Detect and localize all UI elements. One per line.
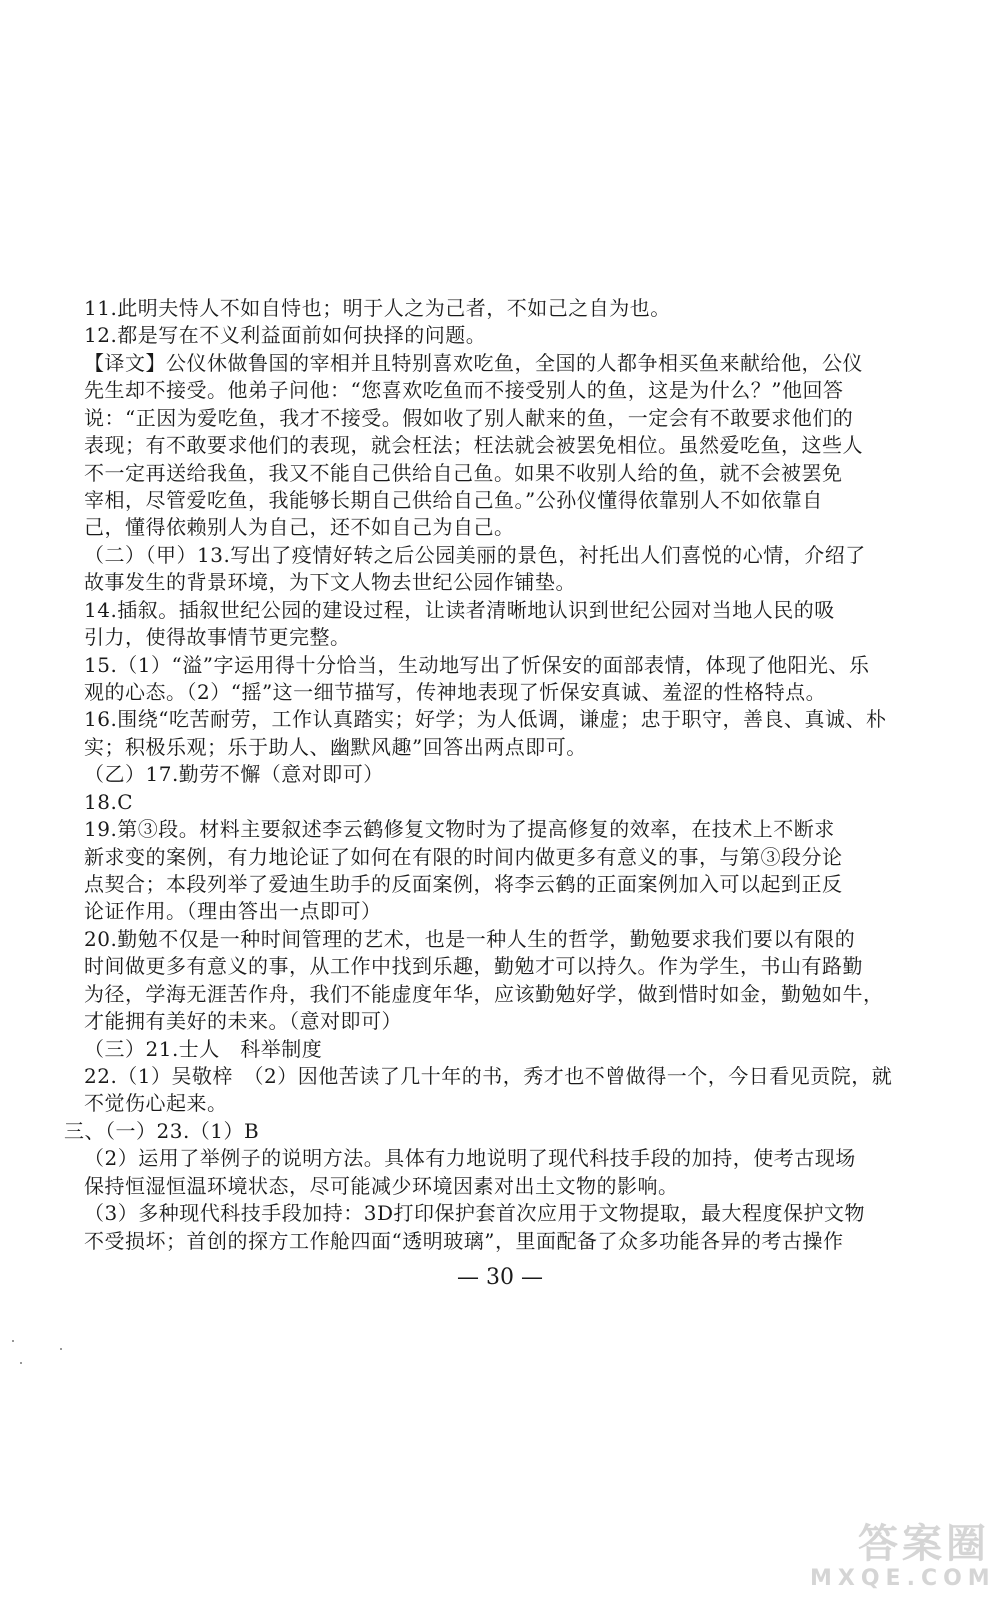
- answer-line: 不一定再送给我鱼，我又不能自己供给自己鱼。如果不收别人给的鱼，就不会被罢免: [84, 462, 843, 484]
- answer-line: 说：“正因为爱吃鱼，我才不接受。假如收了别人献来的鱼，一定会有不敢要求他们的: [84, 407, 854, 429]
- site-watermark: [810, 1521, 996, 1592]
- answer-line: 观的心态。（2）“摇”这一细节描写，传神地表现了忻保安真诚、羞涩的性格特点。: [84, 681, 827, 703]
- answer-line: （三）21.士人 科举制度: [84, 1038, 323, 1060]
- answer-line: 12.都是写在不义利益面前如何抉择的问题。: [84, 324, 487, 346]
- answer-line: 为径，学海无涯苦作舟，我们不能虚度年华，应该勤勉好学，做到惜时如金，勤勉如牛，: [84, 983, 884, 1005]
- answer-line: 19.第③段。材料主要叙述李云鹤修复文物时为了提高修复的效率，在技术上不断求: [84, 818, 835, 840]
- answer-line: 先生却不接受。他弟子问他：“您喜欢吃鱼而不接受别人的鱼，这是为什么？”他回答: [84, 379, 844, 401]
- answer-line: （3）多种现代科技手段加持：3D打印保护套首次应用于文物提取，最大程度保护文物: [84, 1202, 865, 1224]
- answer-line: 新求变的案例，有力地论证了如何在有限的时间内做更多有意义的事，与第③段分论: [84, 846, 843, 868]
- answer-line: （二）（甲）13.写出了疫情好转之后公园美丽的景色，衬托出人们喜悦的心情，介绍了: [84, 544, 866, 566]
- answer-line: 14.插叙。插叙世纪公园的建设过程，让读者清晰地认识到世纪公园对当地人民的吸: [84, 599, 835, 621]
- section-heading-line: 三、（一）23.（1）B: [64, 1120, 260, 1142]
- watermark-domain-text: MXQE.COM: [810, 1566, 996, 1591]
- answer-line: 【译文】公仪休做鲁国的宰相并且特别喜欢吃鱼，全国的人都争相买鱼来献给他，公仪: [84, 352, 863, 374]
- answer-line: （乙）17.勤劳不懈（意对即可）: [84, 763, 384, 785]
- answer-line: 22.（1）吴敬梓 （2）因他苦读了几十年的书，秀才也不曾做得一个，今日看见贡院，就: [84, 1065, 893, 1087]
- answer-line: 宰相，尽管爱吃鱼，我能够长期自己供给自己鱼。”公孙仪懂得依靠别人不如依靠自: [84, 489, 823, 511]
- answer-line: 不受损坏；首创的探方工作舱四面“透明玻璃”，里面配备了众多功能各异的考古操作: [84, 1230, 844, 1252]
- answer-line: 20.勤勉不仅是一种时间管理的艺术，也是一种人生的哲学，勤勉要求我们要以有限的: [84, 928, 856, 950]
- answer-line: 表现；有不敢要求他们的表现，就会枉法；枉法就会被罢免相位。虽然爱吃鱼，这些人: [84, 434, 863, 456]
- answer-line: 实；积极乐观；乐于助人、幽默风趣”回答出两点即可。: [84, 736, 587, 758]
- scan-speck: [20, 1362, 22, 1364]
- answer-line: 15.（1）“溢”字运用得十分恰当，生动地写出了忻保安的面部表情，体现了他阳光、乐: [84, 654, 870, 676]
- scan-speck: [12, 1340, 14, 1342]
- answer-line: （2）运用了举例子的说明方法。具体有力地说明了现代科技手段的加持，使考古现场: [84, 1147, 856, 1169]
- answer-line: 论证作用。（理由答出一点即可）: [84, 900, 382, 922]
- answer-line: 己，懂得依赖别人为自己，还不如自己为自己。: [84, 516, 515, 538]
- answer-line: 不觉伤心起来。: [84, 1092, 228, 1114]
- answer-line: 才能拥有美好的未来。（意对即可）: [84, 1010, 402, 1032]
- scan-speck: [60, 1348, 62, 1350]
- answer-line: 18.C: [84, 791, 134, 813]
- answer-line: 时间做更多有意义的事，从工作中找到乐趣，勤勉才可以持久。作为学生，书山有路勤: [84, 955, 863, 977]
- answer-line: 保持恒湿恒温环境状态，尽可能减少环境因素对出土文物的影响。: [84, 1175, 679, 1197]
- answer-line: 引力，使得故事情节更完整。: [84, 626, 351, 648]
- page-number: — 30 —: [457, 1265, 543, 1290]
- answer-line: 11.此明夫恃人不如自恃也；明于人之为己者，不如己之自为也。: [84, 297, 671, 319]
- answer-line: 故事发生的背景环境，为下文人物去世纪公园作铺垫。: [84, 571, 576, 593]
- answer-line: 16.围绕“吃苦耐劳，工作认真踏实；好学；为人低调，谦虚；忠于职守，善良、真诚、朴: [84, 708, 887, 730]
- watermark-logo-text: 答案圈: [858, 1521, 990, 1567]
- answer-line: 点契合；本段列举了爱迪生助手的反面案例，将李云鹤的正面案例加入可以起到正反: [84, 873, 843, 895]
